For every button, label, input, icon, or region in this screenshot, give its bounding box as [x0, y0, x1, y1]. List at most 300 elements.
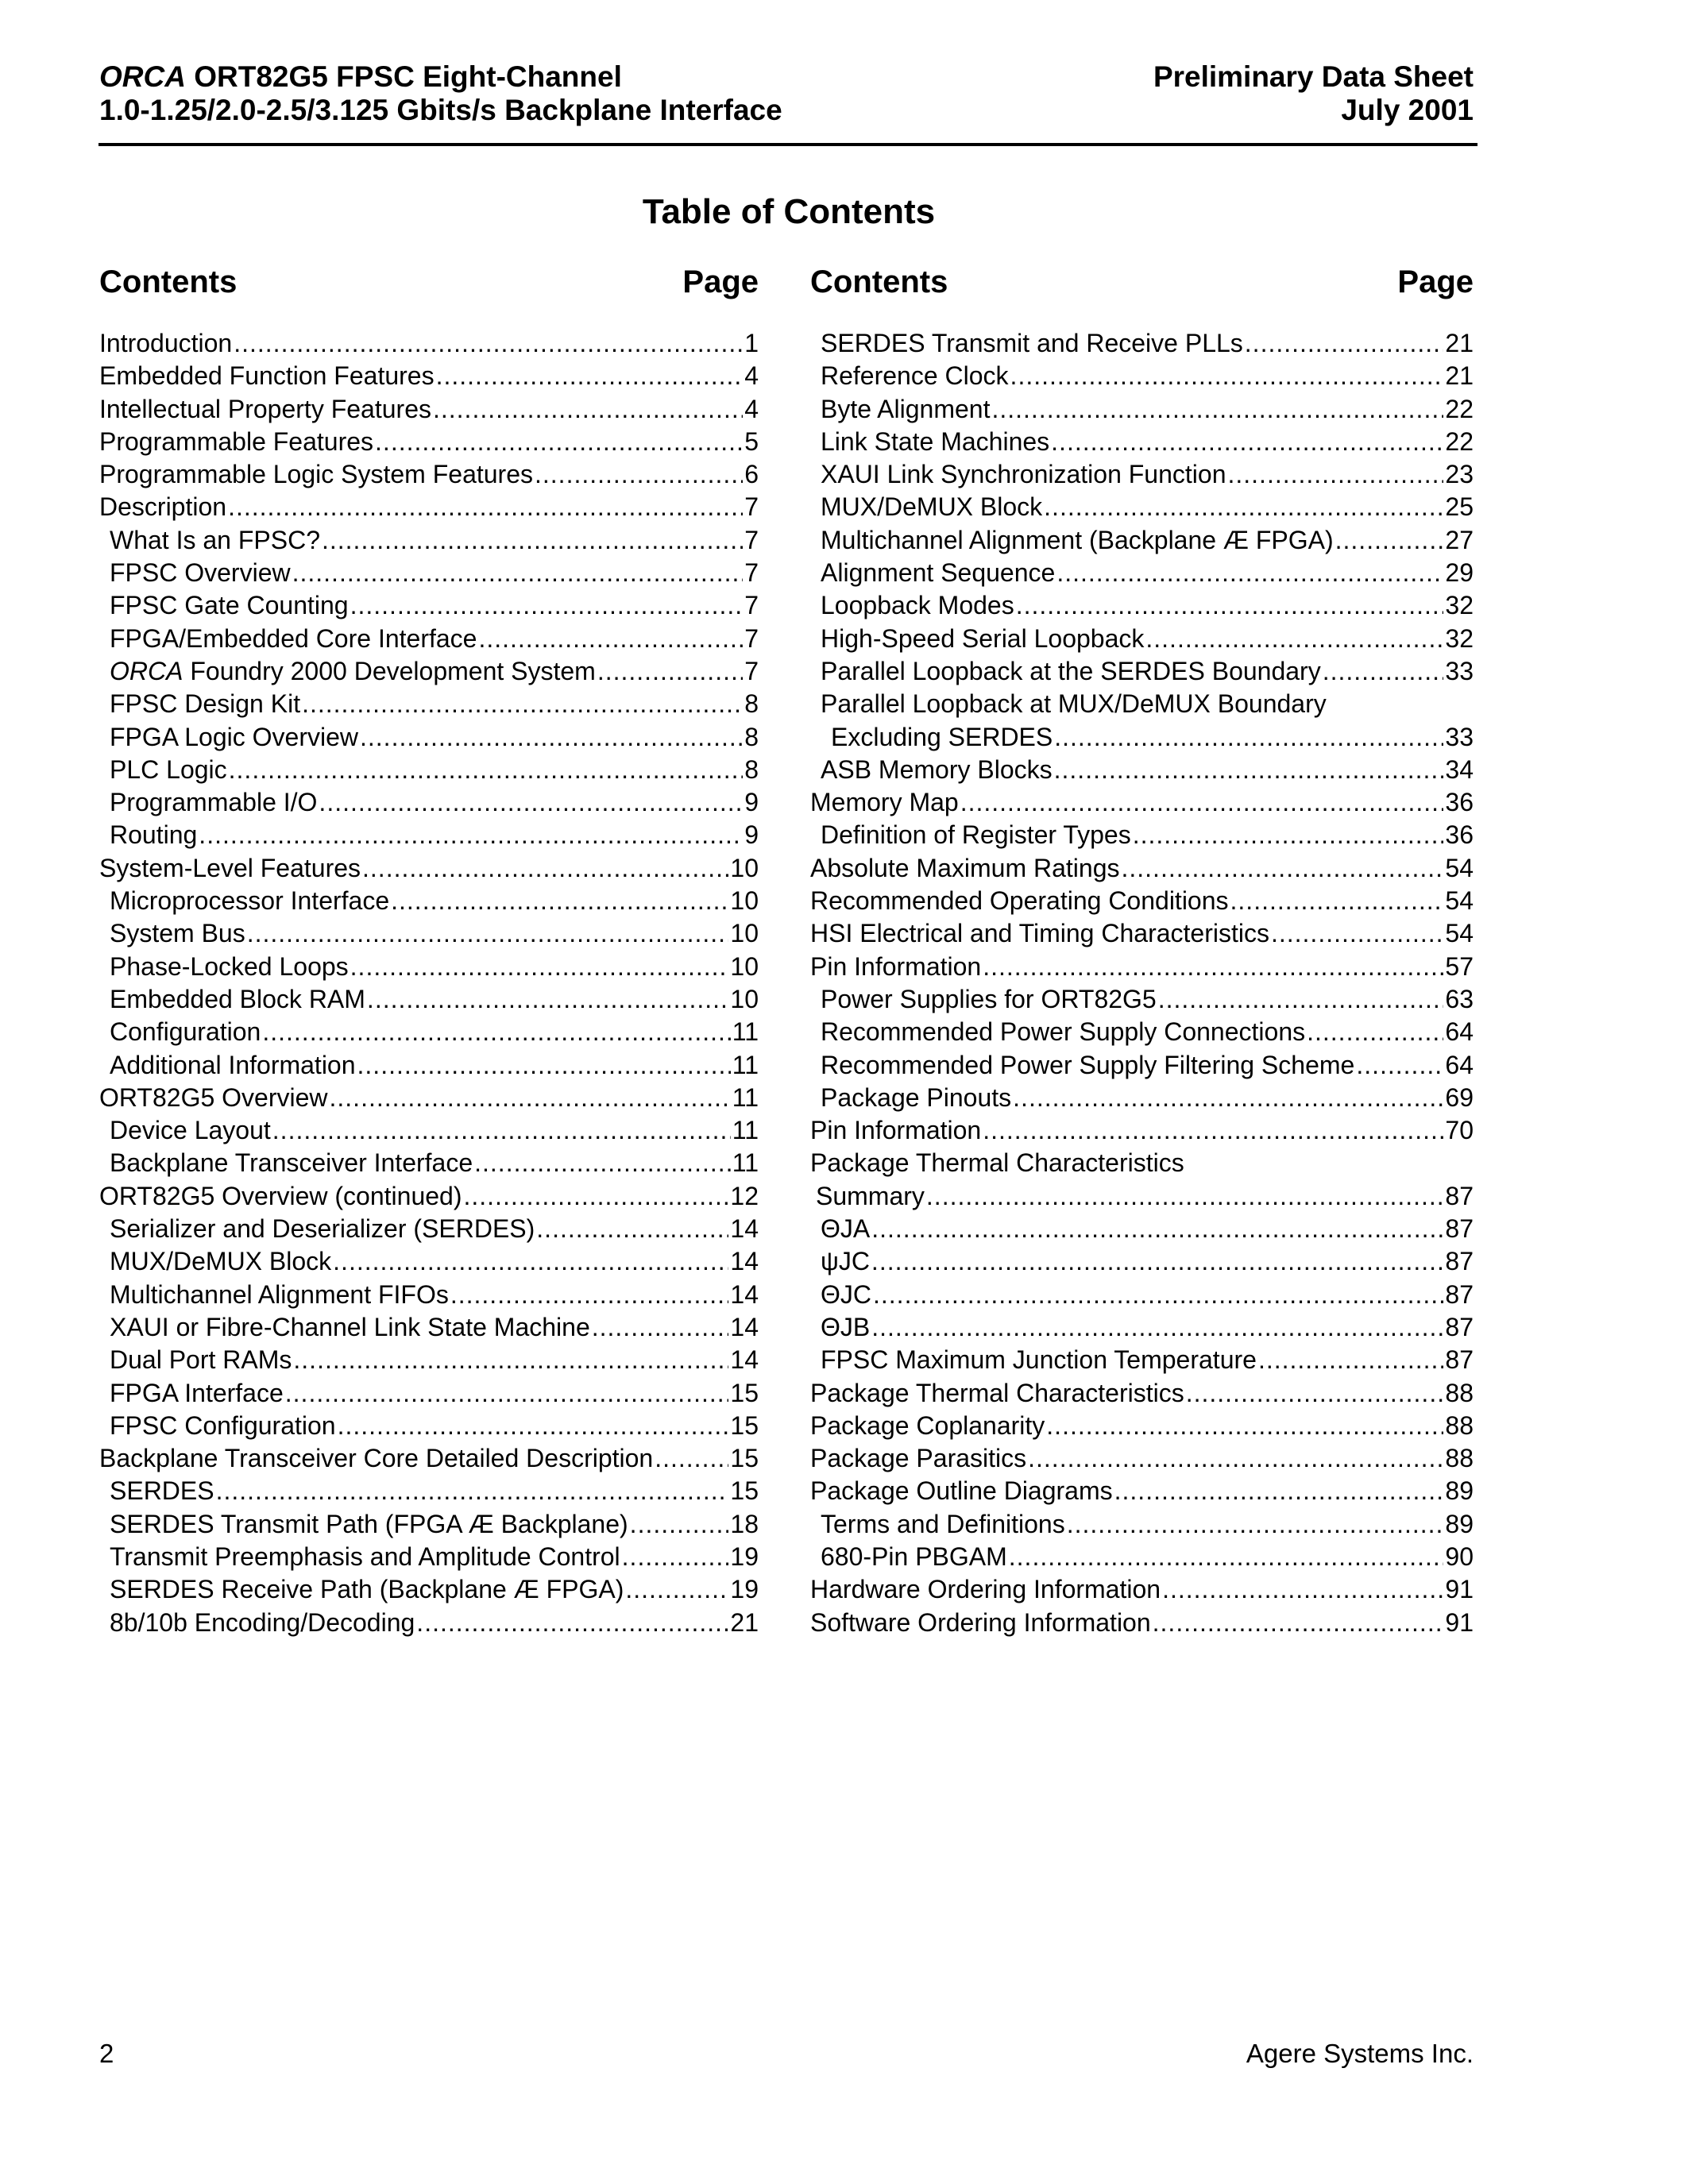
toc-entry-page: 14: [730, 1247, 759, 1276]
toc-entry-page: 11: [732, 1017, 759, 1047]
toc-entry-title: [99, 852, 361, 885]
toc-entry-title: [821, 754, 1053, 786]
dot-leader: [871, 1213, 1443, 1245]
toc-entry-text: Microprocessor Interface: [110, 886, 390, 916]
toc-entry-page: 22: [1445, 426, 1474, 456]
dot-leader: [1009, 1541, 1444, 1573]
toc-entry-page: 87: [1445, 1345, 1474, 1375]
toc-entry[interactable]: [810, 360, 1474, 392]
toc-entry[interactable]: [810, 1180, 1474, 1213]
toc-entry-page: 7: [744, 623, 759, 653]
dot-leader: [1016, 589, 1444, 622]
dot-leader: [983, 951, 1443, 983]
toc-entry[interactable]: [810, 458, 1474, 491]
dot-leader: [338, 1410, 729, 1442]
toc-entry-title: [810, 917, 1269, 950]
toc-entry-text: XAUI Link Synchronization Function: [821, 460, 1226, 489]
toc-entry[interactable]: [810, 1049, 1474, 1082]
toc-entry[interactable]: [99, 1114, 759, 1147]
toc-entry-title: [821, 1279, 871, 1311]
toc-entry-page: 36: [1445, 788, 1474, 817]
dot-leader: [362, 852, 728, 885]
toc-entry[interactable]: [99, 983, 759, 1016]
toc-entry-text: FPSC Gate Counting: [110, 591, 349, 620]
toc-entry-text: Programmable I/O: [110, 788, 318, 817]
toc-entry-page: 29: [1445, 558, 1474, 588]
toc-entry[interactable]: [810, 885, 1474, 917]
toc-entry-title: [99, 393, 431, 426]
toc-entry-page: 87: [1445, 1181, 1474, 1210]
toc-entry[interactable]: [99, 951, 759, 983]
toc-entry-page: 8: [744, 754, 759, 784]
toc-entry[interactable]: [99, 1082, 759, 1114]
dot-leader: [478, 623, 743, 655]
dot-leader: [1046, 1410, 1443, 1442]
toc-entry-text: SERDES: [110, 1476, 214, 1506]
toc-entry-page: 88: [1445, 1444, 1474, 1473]
dot-leader: [983, 1114, 1443, 1147]
toc-entry[interactable]: [99, 1442, 759, 1475]
dot-leader: [333, 1245, 728, 1278]
dot-leader: [655, 1442, 728, 1475]
toc-entry-text: ΘJC: [821, 1279, 871, 1309]
dot-leader: [292, 557, 744, 589]
toc-entry[interactable]: [810, 1475, 1474, 1507]
toc-entry-text: PLC Logic: [110, 754, 227, 784]
toc-entry[interactable]: [810, 557, 1474, 589]
toc-entry-title: [110, 1377, 284, 1410]
toc-entry-title: [821, 557, 1055, 589]
company-name: Agere Systems Inc.: [1246, 2039, 1474, 2068]
toc-entry-page: 15: [730, 1378, 759, 1407]
toc-entry-text: FPSC Maximum Junction Temperature: [821, 1345, 1257, 1375]
dot-leader: [416, 1607, 728, 1639]
toc-entry-title: [810, 951, 981, 983]
toc-entry[interactable]: [99, 1147, 759, 1179]
toc-entry-text: 680-Pin PBGAM: [821, 1542, 1007, 1571]
toc-entry-page: 54: [1445, 853, 1474, 882]
toc-entry-title: [110, 589, 349, 622]
toc-entry-text: Excluding SERDES: [831, 722, 1053, 751]
column-header: [99, 262, 759, 327]
toc-entry-text: Terms and Definitions: [821, 1509, 1065, 1538]
page-number: 2: [99, 2039, 114, 2068]
toc-entry[interactable]: [99, 327, 759, 360]
toc-entry[interactable]: [810, 655, 1474, 688]
toc-entry-page: 1: [744, 329, 759, 357]
toc-entry[interactable]: [99, 557, 759, 589]
toc-entry[interactable]: [810, 688, 1474, 720]
toc-entry-page: 10: [730, 853, 759, 882]
toc-entry[interactable]: [99, 1180, 759, 1213]
dot-leader: [630, 1508, 729, 1541]
toc-entry-text: Link State Machines: [821, 426, 1050, 456]
toc-entry-title: [110, 1279, 449, 1311]
toc-entry-title: [821, 1344, 1257, 1376]
toc-entry[interactable]: [810, 1377, 1474, 1410]
dot-leader: [391, 885, 728, 917]
toc-entry-title: [110, 1114, 271, 1147]
dot-leader: [1044, 491, 1443, 523]
toc-entry-text: Serializer and Deserializer (SERDES): [110, 1214, 535, 1244]
toc-entry[interactable]: [99, 426, 759, 458]
toc-entry-text: HSI Electrical and Timing Characteristics: [810, 919, 1269, 948]
dot-leader: [535, 458, 743, 491]
toc-entry-page: 88: [1445, 1378, 1474, 1407]
toc-entry-text: Programmable Features: [99, 426, 374, 456]
toc-entry-text: SERDES Transmit and Receive PLLs: [821, 329, 1243, 357]
toc-entry[interactable]: [810, 1082, 1474, 1114]
toc-entry-title: [816, 1180, 925, 1213]
toc-entry[interactable]: [810, 393, 1474, 426]
toc-entry-page: 11: [732, 1082, 759, 1112]
toc-entry[interactable]: [99, 786, 759, 819]
toc-entry-title: [99, 1180, 462, 1213]
dot-leader: [216, 1475, 729, 1507]
dot-leader: [272, 1114, 731, 1147]
toc-entry-text: Power Supplies for ORT82G5: [821, 984, 1157, 1013]
dot-leader: [357, 1049, 731, 1082]
toc-entry-title: [99, 1082, 328, 1114]
page-header: Page: [682, 264, 759, 299]
toc-entry-page: 19: [730, 1542, 759, 1571]
dot-leader: [1245, 327, 1444, 360]
toc-entry-text: Package Thermal Characteristics: [810, 1148, 1184, 1178]
toc-entry-page: 87: [1445, 1279, 1474, 1309]
toc-entry[interactable]: [810, 623, 1474, 655]
toc-entry-text: Embedded Block RAM: [110, 984, 365, 1013]
toc-entry-text: Package Outline Diagrams: [810, 1476, 1113, 1506]
toc-entry[interactable]: [810, 327, 1474, 360]
toc-entry-title: [821, 688, 1327, 720]
toc-entry[interactable]: [99, 623, 759, 655]
toc-entry-title: [110, 524, 320, 557]
toc-entry-text: MUX/DeMUX Block: [110, 1247, 332, 1276]
dot-leader: [873, 1279, 1443, 1311]
toc-entry-text: Backplane Transceiver Interface: [110, 1148, 473, 1178]
toc-entry-page: 34: [1445, 754, 1474, 784]
dot-leader: [1356, 1049, 1443, 1082]
toc-entry[interactable]: [810, 426, 1474, 458]
toc-entry-text: FPSC Overview: [110, 558, 291, 588]
dot-leader: [926, 1180, 1444, 1213]
toc-entry-title: [110, 983, 365, 1016]
toc-entry[interactable]: [99, 885, 759, 917]
toc-entry-text: Intellectual Property Features: [99, 394, 431, 423]
toc-entry-page: 6: [744, 460, 759, 489]
toc-entry[interactable]: [99, 754, 759, 786]
dot-leader: [1258, 1344, 1443, 1376]
dot-leader: [350, 589, 744, 622]
toc-entry-title: [810, 885, 1229, 917]
toc-entry-title: [110, 1016, 261, 1048]
toc-entry-title: [821, 1049, 1354, 1082]
toc-heading: Table of Contents: [642, 192, 936, 231]
toc-entry-page: 21: [1445, 329, 1474, 357]
toc-entry-title: [110, 1475, 214, 1507]
dot-leader: [285, 1377, 729, 1410]
document-title: [99, 60, 782, 127]
toc-entry[interactable]: [810, 1279, 1474, 1311]
toc-entry-page: 25: [1445, 492, 1474, 522]
toc-entry-page: 8: [744, 689, 759, 719]
toc-entry-title: [810, 1147, 1184, 1179]
toc-entry[interactable]: [99, 524, 759, 557]
toc-entry-page: 27: [1445, 525, 1474, 554]
toc-entry-page: 19: [730, 1575, 759, 1604]
toc-entry-title: [810, 1410, 1045, 1442]
toc-entry[interactable]: [99, 1475, 759, 1507]
dot-leader: [592, 1311, 729, 1344]
toc-entry-page: 10: [730, 951, 759, 981]
toc-entry-text: Recommended Power Supply Connections: [821, 1017, 1306, 1047]
toc-entry[interactable]: [810, 917, 1474, 950]
toc-entry-text: Hardware Ordering Information: [810, 1575, 1161, 1604]
dot-leader: [1271, 917, 1443, 950]
title-line-2: 1.0-1.25/2.0-2.5/3.125 Gbits/s Backplane Interface: [99, 94, 782, 126]
toc-entry-page: 63: [1445, 984, 1474, 1013]
toc-entry[interactable]: [99, 589, 759, 622]
toc-entry[interactable]: [810, 786, 1474, 819]
toc-entry-page: 32: [1445, 591, 1474, 620]
toc-entry-text: FPSC Configuration: [110, 1410, 336, 1440]
toc-entry[interactable]: [99, 655, 759, 688]
toc-entry-page: 54: [1445, 919, 1474, 948]
toc-entry-title: [110, 754, 227, 786]
toc-entry[interactable]: [99, 1377, 759, 1410]
page-header: Page: [1397, 264, 1474, 299]
toc-entry[interactable]: [810, 1147, 1474, 1179]
toc-entry[interactable]: [99, 360, 759, 392]
toc-entry-title: [110, 1607, 415, 1639]
toc-entry-title: [821, 983, 1157, 1016]
toc-entry-text: ΘJA: [821, 1214, 871, 1244]
toc-entry-text: MUX/DeMUX Block: [821, 492, 1043, 522]
toc-entry-page: 33: [1445, 722, 1474, 751]
dot-leader: [1153, 1607, 1444, 1639]
toc-entry-text: System Bus: [110, 919, 245, 948]
dot-leader: [1145, 623, 1443, 655]
dot-leader: [436, 360, 744, 392]
toc-entry-page: 10: [730, 919, 759, 948]
toc-entry-title: [821, 819, 1131, 851]
toc-entry-text: Summary: [816, 1181, 925, 1210]
dot-leader: [330, 1082, 731, 1114]
dot-leader: [367, 983, 728, 1016]
toc-entry-page: 89: [1445, 1476, 1474, 1506]
toc-entry[interactable]: [810, 1016, 1474, 1048]
toc-entry[interactable]: [810, 1344, 1474, 1376]
toc-entry-title: [821, 327, 1243, 360]
toc-entry-page: 57: [1445, 951, 1474, 981]
toc-entry[interactable]: [99, 1279, 759, 1311]
toc-entry[interactable]: [810, 951, 1474, 983]
contents-header: Contents: [810, 264, 948, 299]
toc-entry[interactable]: [99, 1344, 759, 1376]
dot-leader: [536, 1213, 728, 1245]
toc-entry[interactable]: [810, 1213, 1474, 1245]
toc-entry-page: 10: [730, 886, 759, 916]
toc-entry[interactable]: [810, 1573, 1474, 1606]
toc-entry-text: FPSC Design Kit: [110, 689, 301, 719]
toc-entry-page: 9: [744, 788, 759, 817]
toc-entry-title: [831, 721, 1053, 754]
toc-entry[interactable]: [810, 1541, 1474, 1573]
toc-entry-title: [810, 1475, 1113, 1507]
toc-entry-page: 23: [1445, 460, 1474, 489]
toc-entry-page: 87: [1445, 1214, 1474, 1244]
toc-entry-page: 8: [744, 722, 759, 751]
dot-leader: [991, 393, 1443, 426]
toc-entry[interactable]: [810, 721, 1474, 754]
dot-leader: [229, 754, 744, 786]
toc-entry-page: 21: [730, 1607, 759, 1637]
toc-entry[interactable]: [99, 1245, 759, 1278]
toc-entry-text: Backplane Transceiver Core Detailed Description: [99, 1444, 654, 1473]
toc-entry-page: 15: [730, 1410, 759, 1440]
toc-entry[interactable]: [810, 1311, 1474, 1344]
toc-list: [99, 327, 759, 1639]
dot-leader: [474, 1147, 731, 1179]
dot-leader: [1013, 1082, 1443, 1114]
dot-leader: [1307, 1016, 1443, 1048]
toc-entry-page: 14: [730, 1345, 759, 1375]
dot-leader: [234, 327, 743, 360]
toc-entry[interactable]: [810, 1607, 1474, 1639]
toc-entry-page: 7: [744, 525, 759, 554]
toc-entry-page: 11: [732, 1116, 759, 1145]
toc-entry-page: 21: [1445, 361, 1474, 391]
dot-leader: [1054, 754, 1444, 786]
toc-entry-page: 7: [744, 558, 759, 588]
toc-entry-title: [110, 688, 300, 720]
toc-entry[interactable]: [810, 1442, 1474, 1475]
toc-list: [810, 327, 1474, 1639]
toc-entry-title: [110, 655, 596, 688]
toc-entry-text: System-Level Features: [99, 853, 361, 882]
toc-entry[interactable]: [99, 852, 759, 885]
dot-leader: [450, 1279, 729, 1311]
dot-leader: [1335, 524, 1444, 557]
toc-entry[interactable]: [99, 491, 759, 523]
toc-entry-page: 14: [730, 1312, 759, 1341]
toc-entry[interactable]: [810, 983, 1474, 1016]
toc-entry-title: [110, 819, 197, 851]
toc-entry-text: Pin Information: [810, 1116, 982, 1145]
toc-entry[interactable]: [99, 721, 759, 754]
dot-leader: [228, 491, 743, 523]
toc-entry[interactable]: [99, 1410, 759, 1442]
toc-entry[interactable]: [99, 393, 759, 426]
toc-entry-text: Alignment Sequence: [821, 558, 1056, 588]
toc-entry-text: Memory Map: [810, 788, 959, 817]
toc-entry[interactable]: [810, 852, 1474, 885]
toc-entry-title: [99, 426, 373, 458]
toc-entry-title: [810, 1114, 981, 1147]
dot-leader: [375, 426, 743, 458]
dot-leader: [433, 393, 743, 426]
dot-leader: [319, 786, 743, 819]
toc-entry-title: [821, 1508, 1065, 1541]
toc-entry-text: Embedded Function Features: [99, 361, 435, 391]
toc-entry-page: 14: [730, 1214, 759, 1244]
toc-entry-page: 4: [744, 394, 759, 423]
toc-entry[interactable]: [99, 1016, 759, 1048]
toc-entry-title: [99, 360, 435, 392]
toc-entry-title: [110, 1508, 628, 1541]
toc-entry-title: [110, 1213, 535, 1245]
toc-entry[interactable]: [810, 1114, 1474, 1147]
dot-leader: [1054, 721, 1443, 754]
toc-entry[interactable]: [99, 1049, 759, 1082]
toc-entry[interactable]: [810, 491, 1474, 523]
toc-entry-page: 32: [1445, 623, 1474, 653]
toc-entry-page: 90: [1445, 1542, 1474, 1571]
toc-entry[interactable]: [810, 1508, 1474, 1541]
toc-entry-page: 33: [1445, 656, 1474, 685]
dot-leader: [1067, 1508, 1444, 1541]
toc-entry[interactable]: [99, 1541, 759, 1573]
toc-entry[interactable]: [810, 1245, 1474, 1278]
toc-entry-page: 64: [1445, 1017, 1474, 1047]
dot-leader: [960, 786, 1444, 819]
toc-entry-title: [99, 327, 232, 360]
toc-entry-page: 22: [1445, 394, 1474, 423]
toc-entry[interactable]: [99, 819, 759, 851]
toc-entry-title: [110, 1344, 292, 1376]
toc-entry[interactable]: [99, 917, 759, 950]
toc-entry[interactable]: [810, 1410, 1474, 1442]
toc-entry-title: [110, 1311, 590, 1344]
toc-entry-page: 5: [744, 426, 759, 456]
toc-entry[interactable]: [810, 754, 1474, 786]
toc-entry[interactable]: [99, 1508, 759, 1541]
toc-entry-title: [821, 458, 1226, 491]
toc-entry[interactable]: [99, 458, 759, 491]
dot-leader: [463, 1180, 728, 1213]
toc-entry[interactable]: [99, 1607, 759, 1639]
toc-right-column: [810, 262, 1474, 1639]
toc-entry-title: [110, 885, 389, 917]
toc-entry-text: What Is an FPSC?: [110, 525, 320, 554]
toc-entry-text: Absolute Maximum Ratings: [810, 853, 1120, 882]
toc-entry[interactable]: [99, 688, 759, 720]
toc-entry-text: Software Ordering Information: [810, 1607, 1151, 1637]
dot-leader: [1114, 1475, 1444, 1507]
toc-entry-text: Transmit Preemphasis and Amplitude Control: [110, 1542, 620, 1571]
toc-entry[interactable]: [810, 819, 1474, 851]
toc-entry-text: 8b/10b Encoding/Decoding: [110, 1607, 415, 1637]
toc-entry[interactable]: [810, 589, 1474, 622]
toc-entry[interactable]: [810, 524, 1474, 557]
dot-leader: [1230, 885, 1444, 917]
toc-entry-text: Foundry 2000 Development System: [183, 656, 596, 685]
toc-entry-text: Recommended Power Supply Filtering Scheme: [821, 1050, 1355, 1079]
toc-entry-text: Recommended Operating Conditions: [810, 886, 1229, 916]
toc-entry-title: [821, 524, 1334, 557]
contents-header: Contents: [99, 264, 238, 299]
dot-leader: [1133, 819, 1444, 851]
toc-entry-page: 15: [730, 1476, 759, 1506]
toc-entry-page: 7: [744, 492, 759, 522]
toc-entry[interactable]: [99, 1311, 759, 1344]
toc-entry[interactable]: [99, 1573, 759, 1606]
toc-entry-text: High-Speed Serial Loopback: [821, 623, 1145, 653]
dot-leader: [199, 819, 743, 851]
toc-entry[interactable]: [99, 1213, 759, 1245]
toc-entry-title: [99, 1442, 653, 1475]
brand-name: ORCA: [110, 656, 183, 685]
